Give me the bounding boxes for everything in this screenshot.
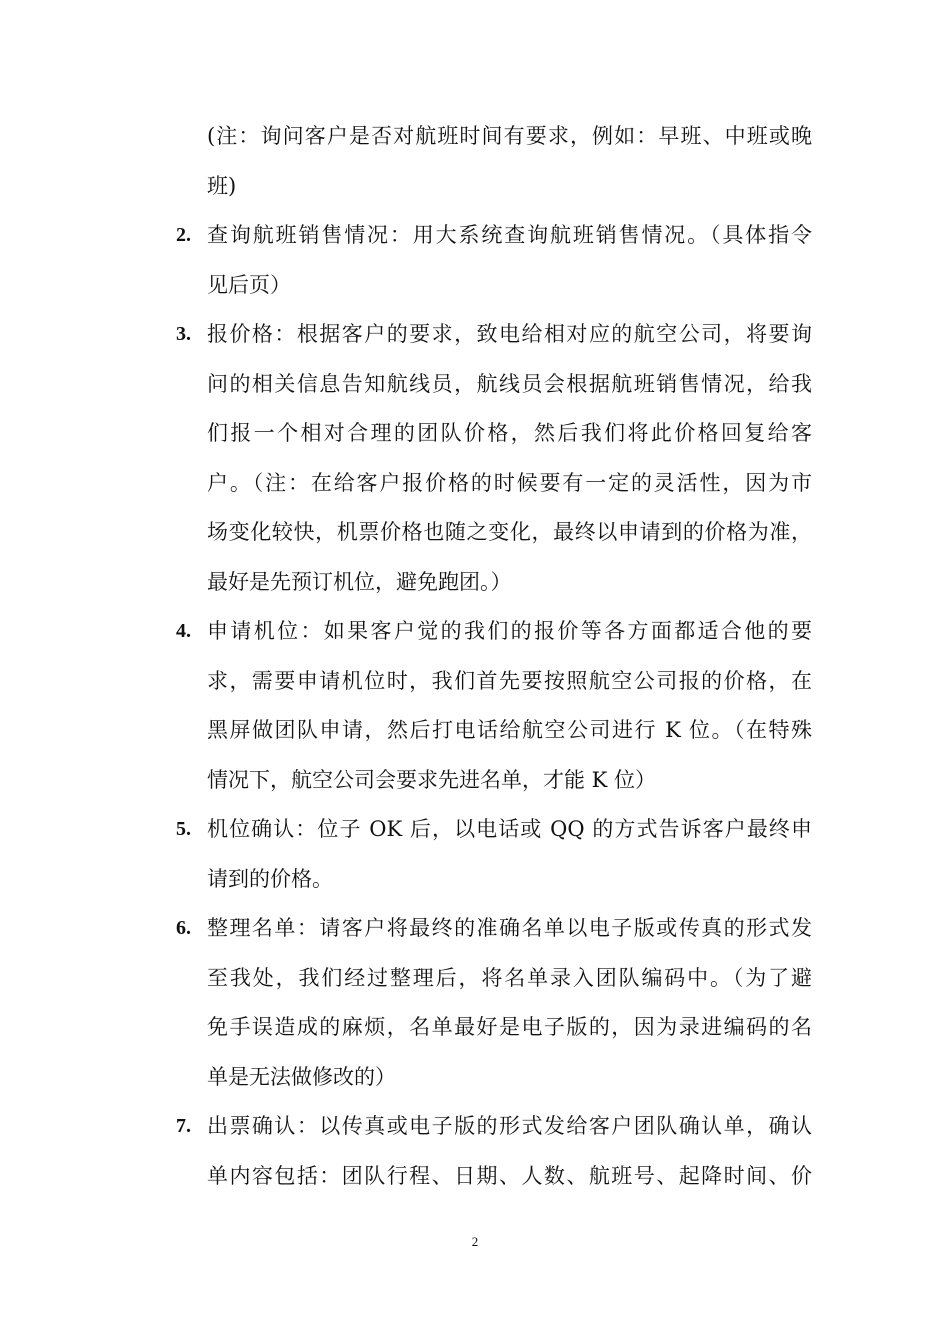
item-line: 查询航班销售情况：用大系统查询航班销售情况。（具体指令 bbox=[207, 223, 812, 247]
item-line: 申请机位：如果客户觉的我们的报价等各方面都适合他的要 bbox=[207, 619, 812, 643]
item-line: 请到的价格。 bbox=[207, 866, 333, 891]
item-line: 整理名单：请客户将最终的准确名单以电子版或传真的形式发 bbox=[207, 916, 812, 940]
list-item-5 bbox=[176, 805, 812, 904]
item-line: 求，需要申请机位时，我们首先要按照航空公司报的价格，在 bbox=[207, 668, 812, 693]
item-line: 单是无法做修改的） bbox=[207, 1064, 396, 1089]
item-line: 场变化较快，机票价格也随之变化，最终以申请到的价格为准， bbox=[207, 520, 812, 544]
document-body bbox=[176, 112, 812, 1201]
item-line: 单内容包括：团队行程、日期、人数、航班号、起降时间、价 bbox=[207, 1163, 812, 1188]
item-number: 4. bbox=[176, 620, 191, 642]
item-line: 出票确认：以传真或电子版的形式发给客户团队确认单，确认 bbox=[207, 1114, 812, 1138]
item-line: 最好是先预订机位，避免跑团。） bbox=[207, 569, 512, 594]
list-item-2 bbox=[176, 211, 812, 310]
item-line: 问的相关信息告知航线员，航线员会根据航班销售情况，给我 bbox=[207, 371, 812, 396]
list-item-3 bbox=[176, 310, 812, 607]
item-number: 5. bbox=[176, 818, 191, 840]
item-line: 户。（注：在给客户报价格的时候要有一定的灵活性，因为市 bbox=[207, 470, 812, 495]
item-number: 3. bbox=[176, 323, 191, 345]
intro-line: 班) bbox=[207, 173, 237, 198]
item-line: 至我处，我们经过整理后，将名单录入团队编码中。（为了避 bbox=[207, 965, 812, 990]
list-item-6 bbox=[176, 904, 812, 1102]
item-number: 7. bbox=[176, 1115, 191, 1137]
intro-note bbox=[176, 112, 812, 211]
item-line: 情况下，航空公司会要求先进名单，才能 K 位） bbox=[207, 767, 657, 792]
intro-line: (注：询问客户是否对航班时间有要求，例如：早班、中班或晚 bbox=[207, 124, 812, 148]
item-number: 2. bbox=[176, 224, 191, 246]
item-line: 免手误造成的麻烦，名单最好是电子版的，因为录进编码的名 bbox=[207, 1015, 812, 1039]
item-line: 机位确认：位子 OK 后，以电话或 QQ 的方式告诉客户最终申 bbox=[207, 817, 812, 841]
page-number: 2 bbox=[471, 1234, 479, 1249]
list-item-4 bbox=[176, 607, 812, 805]
item-line: 黑屏做团队申请，然后打电话给航空公司进行 K 位。（在特殊 bbox=[207, 718, 812, 742]
item-line: 们报一个相对合理的团队价格，然后我们将此价格回复给客 bbox=[207, 421, 812, 445]
item-number: 6. bbox=[176, 917, 191, 939]
list-item-7 bbox=[176, 1102, 812, 1201]
item-line: 见后页） bbox=[207, 272, 291, 297]
item-line: 报价格：根据客户的要求，致电给相对应的航空公司，将要询 bbox=[207, 322, 812, 346]
